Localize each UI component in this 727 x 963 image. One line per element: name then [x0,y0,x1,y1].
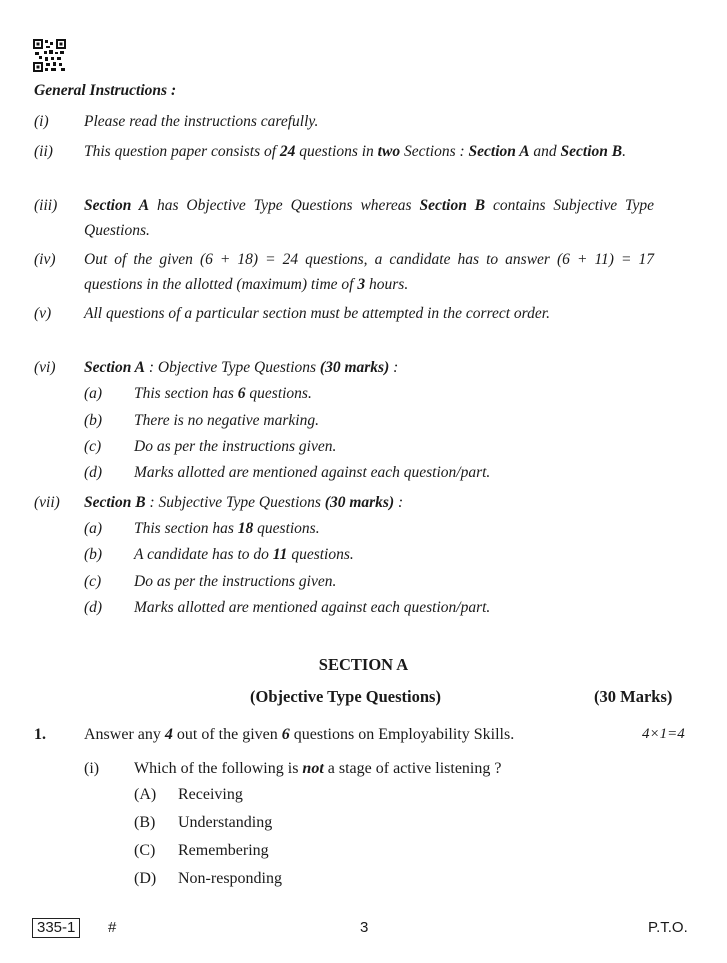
instruction-text: Section B : Subjective Type Questions (30 marks) : [84,494,404,511]
instruction-text: Section A : Objective Type Questions (30 marks) : [84,359,399,376]
option-letter: (B) [134,814,156,831]
sub-instruction-text: A candidate has to do 11 questions. [134,546,354,563]
section-marks: (30 Marks) [594,687,673,706]
option-text: Remembering [178,842,269,859]
section-title: SECTION A [318,655,409,674]
sub-instruction-number: (d) [84,464,103,481]
instruction-number: (iii) [34,197,58,214]
option-text: Understanding [178,814,273,831]
subquestion-number: (i) [84,760,100,777]
sub-instruction-number: (a) [84,385,103,402]
instruction-text: Please read the instructions carefully. [84,113,319,130]
instruction-text: Out of the given (6 + 18) = 24 questions, a candidate has to answer (6 + 11) = 17 questions in the allotted (maximum) time of 3 hours. [84,251,654,293]
sub-instruction-text: There is no negative marking. [134,412,319,429]
sub-instruction-text: Marks allotted are mentioned against each question/part. [134,599,491,616]
instruction-number: (vii) [34,494,60,511]
sub-instruction-number: (c) [84,438,102,455]
sub-instruction-text: This section has 6 questions. [134,385,312,402]
option-letter: (C) [134,842,156,859]
question-number: 1. [34,726,46,743]
instruction-number: (iv) [34,251,56,268]
option-letter: (D) [134,870,157,887]
paper-code: 335-1 [32,918,80,938]
option-letter: (A) [134,786,157,803]
sub-instruction-text: Marks allotted are mentioned against each question/part. [134,464,491,481]
instruction-text: Section A has Objective Type Questions whereas Section B contains Subjective Type Questions. [84,197,654,239]
sub-instruction-number: (c) [84,573,102,590]
instruction-number: (vi) [34,359,56,376]
subquestion-text: Which of the following is not a stage of active listening ? [134,760,502,777]
sub-instruction-text: This section has 18 questions. [134,520,320,537]
question-text: Answer any 4 out of the given 6 questions on Employability Skills. [84,726,515,743]
sub-instruction-number: (a) [84,520,103,537]
instruction-number: (i) [34,113,49,130]
general-instructions-title: General Instructions : [34,82,177,99]
sub-instruction-text: Do as per the instructions given. [134,573,337,590]
footer-hash: # [108,919,117,936]
instruction-text: All questions of a particular section must be attempted in the correct order. [84,305,550,322]
option-text: Receiving [178,786,243,803]
sub-instruction-text: Do as per the instructions given. [134,438,337,455]
question-marks: 4×1=4 [642,726,685,742]
sub-instruction-number: (b) [84,546,103,563]
qr-code-icon [33,39,66,72]
instruction-number: (v) [34,305,52,322]
section-subtitle: (Objective Type Questions) [250,687,441,706]
sub-instruction-number: (d) [84,599,103,616]
instruction-number: (ii) [34,143,53,160]
instruction-text: This question paper consists of 24 questions in two Sections : Section A and Section B. [84,143,626,160]
pto-label: P.T.O. [648,919,688,936]
option-text: Non-responding [178,870,282,887]
page-number: 3 [360,919,369,936]
sub-instruction-number: (b) [84,412,103,429]
